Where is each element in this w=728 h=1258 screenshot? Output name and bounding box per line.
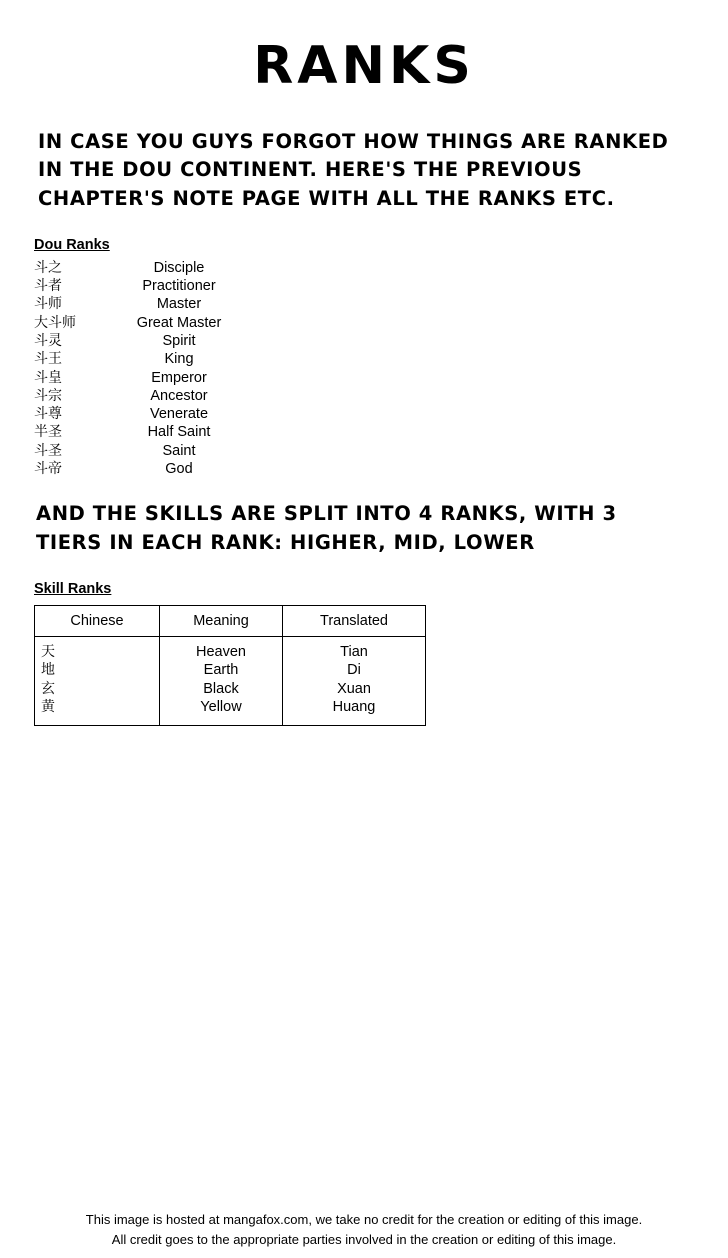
dou-rank-chinese: 斗皇	[34, 369, 62, 386]
dou-rank-english: Master	[156, 296, 202, 313]
dou-rank-chinese: 斗宗	[34, 387, 62, 404]
dou-ranks-list	[0, 259, 728, 479]
list-item	[0, 387, 728, 405]
dou-rank-english: Great Master	[136, 314, 222, 331]
dou-rank-english: Disciple	[153, 259, 205, 276]
table-row	[35, 636, 426, 725]
list-item	[0, 442, 728, 460]
skills-note-line-2: TIERS IN EACH RANK: HIGHER, MID, LOWER	[36, 530, 535, 554]
dou-rank-chinese: 斗尊	[34, 406, 62, 423]
dou-rank-english: Spirit	[162, 332, 196, 349]
dou-rank-chinese: 斗灵	[34, 332, 62, 349]
footer-line-2: All credit goes to the appropriate parties involved in the creation or editing of this image.	[111, 1232, 617, 1247]
list-item	[0, 460, 728, 478]
skill-translated-3: Xuan	[337, 680, 371, 697]
dou-rank-english: Practitioner	[142, 278, 216, 295]
intro-line-3: CHAPTER'S NOTE PAGE WITH ALL THE RANKS ETC.	[38, 186, 615, 210]
intro-line-2: IN THE DOU CONTINENT. HERE'S THE PREVIOUS	[38, 158, 583, 182]
skills-note-paragraph	[36, 500, 694, 557]
column-header-chinese: Chinese	[35, 605, 160, 636]
footer-credit	[0, 1210, 728, 1250]
dou-rank-chinese: 斗王	[34, 351, 62, 368]
skill-ranks-table	[34, 605, 426, 726]
table-header-row	[35, 605, 426, 636]
dou-rank-chinese: 斗师	[34, 296, 62, 313]
skill-translated-4: Huang	[332, 699, 376, 716]
dou-rank-english: Saint	[162, 442, 196, 459]
dou-rank-english: King	[164, 351, 194, 368]
list-item	[0, 350, 728, 368]
list-item	[0, 369, 728, 387]
dou-rank-chinese: 斗圣	[34, 442, 62, 459]
skill-meaning-2: Earth	[203, 662, 239, 679]
column-header-translated: Translated	[283, 605, 426, 636]
list-item	[0, 423, 728, 441]
dou-rank-english: Half Saint	[147, 424, 211, 441]
list-item	[0, 295, 728, 313]
skill-meaning-4: Yellow	[200, 699, 242, 716]
skill-translated-2: Di	[347, 662, 361, 679]
dou-rank-chinese: 半圣	[34, 424, 62, 441]
skill-ranks-heading: Skill Ranks	[34, 580, 112, 597]
skill-chinese-2: 地	[41, 662, 55, 679]
list-item	[0, 259, 728, 277]
dou-rank-english: Venerate	[149, 406, 209, 423]
footer-line-1: This image is hosted at mangafox.com, we take no credit for the creation or editing of this image.	[85, 1212, 643, 1227]
list-item	[0, 277, 728, 295]
dou-rank-chinese: 大斗师	[34, 314, 76, 331]
dou-rank-chinese: 斗之	[34, 259, 62, 276]
dou-rank-chinese: 斗者	[34, 278, 62, 295]
page-title: RANKS	[253, 36, 475, 96]
dou-rank-english: God	[165, 461, 193, 478]
skill-meaning-cell	[160, 636, 283, 725]
skill-meaning-3: Black	[203, 680, 239, 697]
skill-chinese-1: 天	[41, 643, 55, 660]
dou-rank-chinese: 斗帝	[34, 461, 62, 478]
skill-chinese-cell	[35, 636, 160, 725]
list-item	[0, 332, 728, 350]
column-header-meaning: Meaning	[160, 605, 283, 636]
skill-chinese-4: 黄	[41, 699, 55, 716]
skill-translated-1: Tian	[340, 643, 368, 660]
dou-ranks-heading: Dou Ranks	[34, 236, 110, 253]
skill-chinese-3: 玄	[41, 680, 55, 697]
intro-paragraph	[38, 128, 694, 213]
intro-line-1: IN CASE YOU GUYS FORGOT HOW THINGS ARE RANKED	[38, 130, 669, 153]
skill-translated-cell	[283, 636, 426, 725]
list-item	[0, 405, 728, 423]
dou-rank-english: Ancestor	[150, 387, 208, 404]
list-item	[0, 314, 728, 332]
dou-rank-english: Emperor	[151, 369, 207, 386]
skills-note-line-1: AND THE SKILLS ARE SPLIT INTO 4 RANKS, WITH 3	[36, 502, 617, 526]
skill-meaning-1: Heaven	[196, 643, 246, 660]
